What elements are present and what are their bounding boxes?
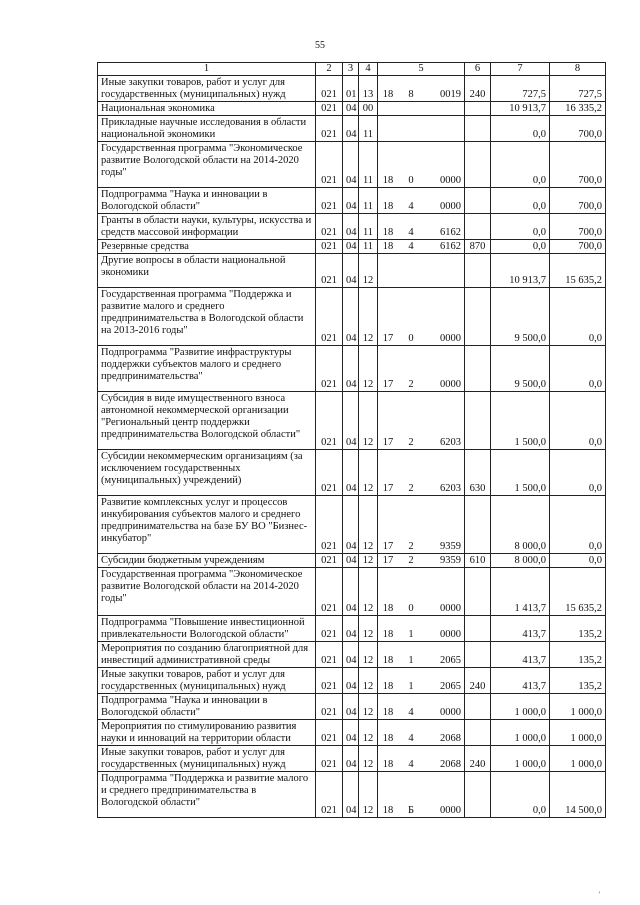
- amount-2014-cell: 1 413,7: [491, 568, 550, 616]
- expense-type-cell: [465, 346, 491, 392]
- ministry-code-cell: 021: [316, 568, 343, 616]
- program-code: 18: [382, 629, 394, 640]
- header-cell: 3: [343, 63, 359, 76]
- item-name-cell: Подпрограмма "Развитие инфраструктуры поддержки субъектов малого и среднего предпринимательства": [98, 346, 316, 392]
- direction-code: 0000: [440, 707, 461, 718]
- amount-2015-cell: 0,0: [550, 496, 606, 554]
- target-article-cell: [378, 720, 465, 746]
- ministry-code-cell: 021: [316, 392, 343, 450]
- header-cell: 4: [359, 63, 378, 76]
- target-article-cell: [378, 142, 465, 188]
- amount-2014-cell: 0,0: [491, 188, 550, 214]
- amount-2015-cell: 700,0: [550, 142, 606, 188]
- table-row: [98, 76, 606, 102]
- target-article-cell: [378, 346, 465, 392]
- ministry-code-cell: 021: [316, 772, 343, 818]
- item-name-cell: Мероприятия по созданию благоприятной для инвестиций административной среды: [98, 642, 316, 668]
- subprogram-code: 2: [408, 483, 414, 494]
- amount-2015-cell: 1 000,0: [550, 694, 606, 720]
- item-name-cell: Подпрограмма "Повышение инвестиционной привлекательности Вологодской области": [98, 616, 316, 642]
- expense-type-cell: [465, 642, 491, 668]
- item-name-cell: Подпрограмма "Поддержка и развитие малого и среднего предпринимательства в Вологодской области": [98, 772, 316, 818]
- table-header-row: [98, 63, 606, 76]
- direction-code: 9359: [440, 541, 461, 552]
- program-code: 18: [382, 805, 394, 816]
- ministry-code-cell: 021: [316, 496, 343, 554]
- expense-type-cell: [465, 214, 491, 240]
- section-code-cell: 04: [343, 568, 359, 616]
- program-code: 18: [382, 733, 394, 744]
- table-row: [98, 554, 606, 568]
- item-name-cell: Государственная программа "Экономическое развитие Вологодской области на 2014-2020 годы": [98, 568, 316, 616]
- target-article-cell: [378, 642, 465, 668]
- subprogram-code: 4: [408, 759, 414, 770]
- subsection-code-cell: 11: [359, 214, 378, 240]
- expense-type-cell: [465, 288, 491, 346]
- table-row: [98, 188, 606, 214]
- ministry-code-cell: 021: [316, 616, 343, 642]
- section-code-cell: 01: [343, 76, 359, 102]
- amount-2015-cell: 1 000,0: [550, 720, 606, 746]
- section-code-cell: 04: [343, 616, 359, 642]
- amount-2014-cell: 10 913,7: [491, 254, 550, 288]
- subsection-code-cell: 12: [359, 254, 378, 288]
- amount-2014-cell: 1 000,0: [491, 746, 550, 772]
- program-code: 18: [382, 227, 394, 238]
- item-name-cell: Подпрограмма "Наука и инновации в Вологодской области": [98, 694, 316, 720]
- expense-type-cell: [465, 116, 491, 142]
- section-code-cell: 04: [343, 142, 359, 188]
- amount-2014-cell: 413,7: [491, 616, 550, 642]
- section-code-cell: 04: [343, 450, 359, 496]
- expense-type-cell: [465, 616, 491, 642]
- amount-2014-cell: 0,0: [491, 772, 550, 818]
- amount-2014-cell: 413,7: [491, 668, 550, 694]
- ministry-code-cell: 021: [316, 346, 343, 392]
- table-row: [98, 346, 606, 392]
- table-row: [98, 116, 606, 142]
- header-cell: 5: [378, 63, 465, 76]
- direction-code: 2068: [440, 759, 461, 770]
- section-code-cell: 04: [343, 694, 359, 720]
- table-row: [98, 694, 606, 720]
- program-code: 18: [382, 707, 394, 718]
- amount-2014-cell: 1 500,0: [491, 392, 550, 450]
- program-code: 18: [382, 241, 394, 252]
- amount-2015-cell: 0,0: [550, 346, 606, 392]
- expense-type-cell: [465, 496, 491, 554]
- ministry-code-cell: 021: [316, 240, 343, 254]
- table-row: [98, 240, 606, 254]
- target-article-cell: [378, 554, 465, 568]
- corner-mark: ’: [598, 890, 601, 899]
- ministry-code-cell: 021: [316, 116, 343, 142]
- expense-type-cell: [465, 720, 491, 746]
- subsection-code-cell: 00: [359, 102, 378, 116]
- budget-table: [97, 62, 606, 818]
- subprogram-code: Б: [407, 805, 415, 816]
- table-row: [98, 668, 606, 694]
- section-code-cell: 04: [343, 642, 359, 668]
- amount-2015-cell: 135,2: [550, 616, 606, 642]
- item-name-cell: Национальная экономика: [98, 102, 316, 116]
- subsection-code-cell: 12: [359, 288, 378, 346]
- target-article-cell: [378, 76, 465, 102]
- item-name-cell: Резервные средства: [98, 240, 316, 254]
- table-row: [98, 772, 606, 818]
- amount-2014-cell: 0,0: [491, 142, 550, 188]
- amount-2014-cell: 8 000,0: [491, 554, 550, 568]
- ministry-code-cell: 021: [316, 142, 343, 188]
- section-code-cell: 04: [343, 392, 359, 450]
- section-code-cell: 04: [343, 288, 359, 346]
- ministry-code-cell: 021: [316, 102, 343, 116]
- expense-type-cell: [465, 102, 491, 116]
- amount-2015-cell: 0,0: [550, 288, 606, 346]
- subprogram-code: 1: [408, 629, 414, 640]
- program-code: 17: [382, 437, 394, 448]
- amount-2015-cell: 14 500,0: [550, 772, 606, 818]
- subprogram-code: 4: [408, 201, 414, 212]
- direction-code: 6162: [440, 227, 461, 238]
- table-row: [98, 496, 606, 554]
- program-code: 17: [382, 483, 394, 494]
- subprogram-code: 0: [408, 333, 414, 344]
- subsection-code-cell: 11: [359, 188, 378, 214]
- target-article-cell: [378, 102, 465, 116]
- subprogram-code: 4: [408, 227, 414, 238]
- amount-2015-cell: 0,0: [550, 392, 606, 450]
- direction-code: 0000: [440, 201, 461, 212]
- direction-code: 0000: [440, 603, 461, 614]
- direction-code: 2065: [440, 655, 461, 666]
- expense-type-cell: [465, 568, 491, 616]
- item-name-cell: Подпрограмма "Наука и инновации в Вологодской области": [98, 188, 316, 214]
- item-name-cell: Прикладные научные исследования в области национальной экономики: [98, 116, 316, 142]
- subsection-code-cell: 12: [359, 616, 378, 642]
- expense-type-cell: 240: [465, 668, 491, 694]
- ministry-code-cell: 021: [316, 694, 343, 720]
- direction-code: 6203: [440, 483, 461, 494]
- target-article-cell: [378, 746, 465, 772]
- section-code-cell: 04: [343, 254, 359, 288]
- header-cell: 2: [316, 63, 343, 76]
- expense-type-cell: [465, 392, 491, 450]
- subprogram-code: 2: [408, 541, 414, 552]
- direction-code: 6203: [440, 437, 461, 448]
- subsection-code-cell: 12: [359, 554, 378, 568]
- ministry-code-cell: 021: [316, 214, 343, 240]
- ministry-code-cell: 021: [316, 746, 343, 772]
- ministry-code-cell: 021: [316, 720, 343, 746]
- item-name-cell: Иные закупки товаров, работ и услуг для государственных (муниципальных) нужд: [98, 668, 316, 694]
- amount-2014-cell: 1 000,0: [491, 694, 550, 720]
- ministry-code-cell: 021: [316, 76, 343, 102]
- subprogram-code: 4: [408, 733, 414, 744]
- expense-type-cell: 240: [465, 746, 491, 772]
- subprogram-code: 4: [408, 241, 414, 252]
- amount-2014-cell: 10 913,7: [491, 102, 550, 116]
- subsection-code-cell: 12: [359, 746, 378, 772]
- target-article-cell: [378, 694, 465, 720]
- header-cell: 1: [98, 63, 316, 76]
- program-code: 18: [382, 603, 394, 614]
- table-row: [98, 214, 606, 240]
- subsection-code-cell: 12: [359, 496, 378, 554]
- header-cell: 7: [491, 63, 550, 76]
- amount-2014-cell: 0,0: [491, 240, 550, 254]
- target-article-cell: [378, 254, 465, 288]
- amount-2015-cell: 727,5: [550, 76, 606, 102]
- subprogram-code: 0: [408, 603, 414, 614]
- amount-2015-cell: 1 000,0: [550, 746, 606, 772]
- target-article-cell: [378, 616, 465, 642]
- program-code: 18: [382, 759, 394, 770]
- expense-type-cell: [465, 254, 491, 288]
- amount-2014-cell: 727,5: [491, 76, 550, 102]
- section-code-cell: 04: [343, 116, 359, 142]
- direction-code: 0000: [440, 805, 461, 816]
- section-code-cell: 04: [343, 102, 359, 116]
- amount-2015-cell: 135,2: [550, 642, 606, 668]
- ministry-code-cell: 021: [316, 288, 343, 346]
- item-name-cell: Мероприятия по стимулированию развития науки и инноваций на территории области: [98, 720, 316, 746]
- ministry-code-cell: 021: [316, 554, 343, 568]
- ministry-code-cell: 021: [316, 450, 343, 496]
- direction-code: 0019: [440, 89, 461, 100]
- amount-2014-cell: 1 000,0: [491, 720, 550, 746]
- subprogram-code: 0: [408, 175, 414, 186]
- amount-2015-cell: 700,0: [550, 116, 606, 142]
- amount-2015-cell: 0,0: [550, 450, 606, 496]
- table-row: [98, 254, 606, 288]
- subprogram-code: 8: [408, 89, 414, 100]
- section-code-cell: 04: [343, 496, 359, 554]
- direction-code: 2065: [440, 681, 461, 692]
- expense-type-cell: 610: [465, 554, 491, 568]
- header-cell: 6: [465, 63, 491, 76]
- subsection-code-cell: 12: [359, 568, 378, 616]
- item-name-cell: Субсидия в виде имущественного взноса автономной некоммерческой организации "Региональный центр поддержки предпринимательства Вологодской области": [98, 392, 316, 450]
- ministry-code-cell: 021: [316, 254, 343, 288]
- direction-code: 0000: [440, 379, 461, 390]
- subprogram-code: 2: [408, 555, 414, 566]
- target-article-cell: [378, 568, 465, 616]
- amount-2015-cell: 15 635,2: [550, 568, 606, 616]
- table-row: [98, 746, 606, 772]
- amount-2015-cell: 15 635,2: [550, 254, 606, 288]
- target-article-cell: [378, 240, 465, 254]
- section-code-cell: 04: [343, 346, 359, 392]
- program-code: 18: [382, 201, 394, 212]
- item-name-cell: Субсидии некоммерческим организациям (за исключением государственных (муниципальных) учреждений): [98, 450, 316, 496]
- subsection-code-cell: 12: [359, 642, 378, 668]
- subsection-code-cell: 13: [359, 76, 378, 102]
- subprogram-code: 1: [408, 655, 414, 666]
- subsection-code-cell: 12: [359, 392, 378, 450]
- expense-type-cell: [465, 142, 491, 188]
- table-row: [98, 642, 606, 668]
- program-code: 18: [382, 681, 394, 692]
- direction-code: 2068: [440, 733, 461, 744]
- direction-code: 9359: [440, 555, 461, 566]
- expense-type-cell: 630: [465, 450, 491, 496]
- amount-2015-cell: 700,0: [550, 240, 606, 254]
- target-article-cell: [378, 288, 465, 346]
- target-article-cell: [378, 214, 465, 240]
- item-name-cell: Гранты в области науки, культуры, искусства и средств массовой информации: [98, 214, 316, 240]
- item-name-cell: Государственная программа "Поддержка и развитие малого и среднего предпринимательства в Вологодской области на 2013-2016 годы": [98, 288, 316, 346]
- subsection-code-cell: 12: [359, 450, 378, 496]
- subsection-code-cell: 12: [359, 346, 378, 392]
- target-article-cell: [378, 392, 465, 450]
- amount-2014-cell: 9 500,0: [491, 288, 550, 346]
- item-name-cell: Субсидии бюджетным учреждениям: [98, 554, 316, 568]
- item-name-cell: Иные закупки товаров, работ и услуг для государственных (муниципальных) нужд: [98, 76, 316, 102]
- amount-2015-cell: 16 335,2: [550, 102, 606, 116]
- program-code: 17: [382, 555, 394, 566]
- subprogram-code: 4: [408, 707, 414, 718]
- table-row: [98, 102, 606, 116]
- program-code: 18: [382, 89, 394, 100]
- table-row: [98, 616, 606, 642]
- subsection-code-cell: 12: [359, 772, 378, 818]
- subsection-code-cell: 11: [359, 116, 378, 142]
- subprogram-code: 1: [408, 681, 414, 692]
- section-code-cell: 04: [343, 720, 359, 746]
- section-code-cell: 04: [343, 188, 359, 214]
- program-code: 18: [382, 175, 394, 186]
- section-code-cell: 04: [343, 554, 359, 568]
- subsection-code-cell: 11: [359, 240, 378, 254]
- target-article-cell: [378, 188, 465, 214]
- subprogram-code: 2: [408, 437, 414, 448]
- table-row: [98, 288, 606, 346]
- page-number: 55: [315, 40, 325, 51]
- subprogram-code: 2: [408, 379, 414, 390]
- amount-2014-cell: 413,7: [491, 642, 550, 668]
- table-row: [98, 142, 606, 188]
- program-code: 17: [382, 333, 394, 344]
- amount-2014-cell: 0,0: [491, 214, 550, 240]
- program-code: 17: [382, 379, 394, 390]
- target-article-cell: [378, 668, 465, 694]
- target-article-cell: [378, 116, 465, 142]
- expense-type-cell: [465, 772, 491, 818]
- section-code-cell: 04: [343, 240, 359, 254]
- expense-type-cell: [465, 188, 491, 214]
- section-code-cell: 04: [343, 668, 359, 694]
- target-article-cell: [378, 496, 465, 554]
- item-name-cell: Развитие комплексных услуг и процессов инкубирования субъектов малого и среднего предпринимательства на базе БУ ВО "Бизнес-инкубатор": [98, 496, 316, 554]
- amount-2015-cell: 700,0: [550, 188, 606, 214]
- section-code-cell: 04: [343, 772, 359, 818]
- subsection-code-cell: 12: [359, 694, 378, 720]
- expense-type-cell: 240: [465, 76, 491, 102]
- section-code-cell: 04: [343, 746, 359, 772]
- item-name-cell: Другие вопросы в области национальной экономики: [98, 254, 316, 288]
- amount-2015-cell: 0,0: [550, 554, 606, 568]
- amount-2015-cell: 135,2: [550, 668, 606, 694]
- amount-2014-cell: 9 500,0: [491, 346, 550, 392]
- item-name-cell: Государственная программа "Экономическое развитие Вологодской области на 2014-2020 годы": [98, 142, 316, 188]
- table-row: [98, 720, 606, 746]
- target-article-cell: [378, 450, 465, 496]
- amount-2015-cell: 700,0: [550, 214, 606, 240]
- program-code: 17: [382, 541, 394, 552]
- subsection-code-cell: 12: [359, 668, 378, 694]
- ministry-code-cell: 021: [316, 188, 343, 214]
- amount-2014-cell: 0,0: [491, 116, 550, 142]
- direction-code: 0000: [440, 629, 461, 640]
- table-row: [98, 568, 606, 616]
- subsection-code-cell: 12: [359, 720, 378, 746]
- target-article-cell: [378, 772, 465, 818]
- header-cell: 8: [550, 63, 606, 76]
- direction-code: 0000: [440, 333, 461, 344]
- ministry-code-cell: 021: [316, 642, 343, 668]
- ministry-code-cell: 021: [316, 668, 343, 694]
- table-row: [98, 450, 606, 496]
- subsection-code-cell: 11: [359, 142, 378, 188]
- amount-2014-cell: 8 000,0: [491, 496, 550, 554]
- expense-type-cell: [465, 694, 491, 720]
- expense-type-cell: 870: [465, 240, 491, 254]
- program-code: 18: [382, 655, 394, 666]
- direction-code: 6162: [440, 241, 461, 252]
- section-code-cell: 04: [343, 214, 359, 240]
- direction-code: 0000: [440, 175, 461, 186]
- amount-2014-cell: 1 500,0: [491, 450, 550, 496]
- item-name-cell: Иные закупки товаров, работ и услуг для государственных (муниципальных) нужд: [98, 746, 316, 772]
- table-row: [98, 392, 606, 450]
